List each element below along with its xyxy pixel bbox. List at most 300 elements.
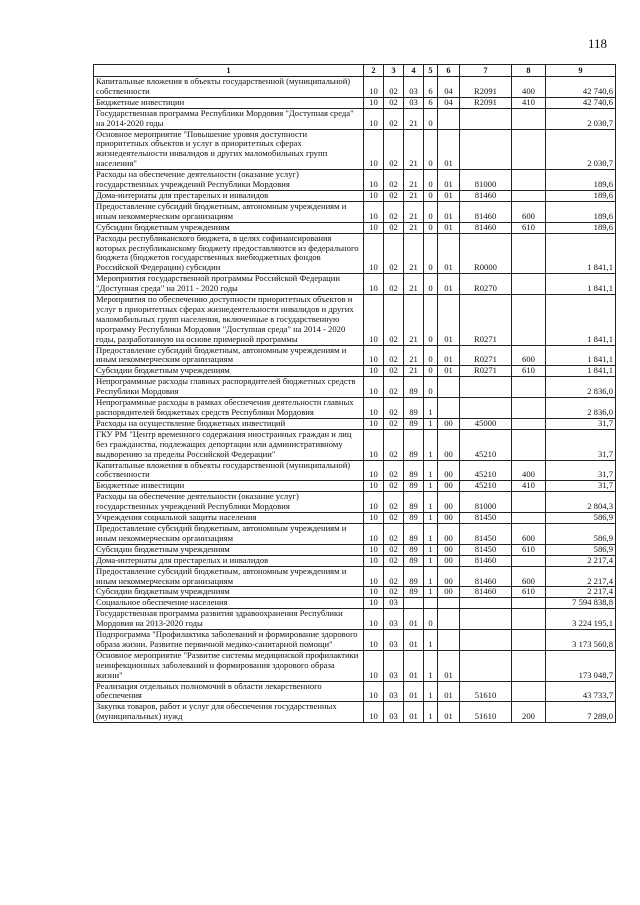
code-measure-cell: 00 [438, 544, 460, 555]
code-program-cell: 89 [404, 418, 424, 429]
code-subsection-cell: 02 [384, 233, 404, 274]
code-direction-cell: 81460 [460, 222, 512, 233]
code-subprogram-cell: 1 [424, 429, 438, 460]
table-row [94, 233, 616, 274]
code-direction-cell: 81460 [460, 566, 512, 587]
code-expense-type-cell: 600 [512, 566, 546, 587]
code-direction-cell [460, 377, 512, 398]
code-measure-cell: 00 [438, 429, 460, 460]
amount-cell: 2 217,4 [546, 555, 616, 566]
table-row [94, 129, 616, 170]
code-expense-type-cell [512, 295, 546, 346]
code-subprogram-cell: 0 [424, 274, 438, 295]
code-measure-cell: 01 [438, 366, 460, 377]
code-expense-type-cell: 410 [512, 97, 546, 108]
code-direction-cell: R0271 [460, 345, 512, 366]
header-row [94, 65, 616, 77]
code-subsection-cell: 03 [384, 681, 404, 702]
code-measure-cell: 01 [438, 190, 460, 201]
table-row [94, 377, 616, 398]
code-expense-type-cell: 200 [512, 702, 546, 723]
code-direction-cell [460, 398, 512, 419]
table-row [94, 201, 616, 222]
code-subprogram-cell: 0 [424, 377, 438, 398]
code-measure-cell [438, 630, 460, 651]
code-subsection-cell: 02 [384, 481, 404, 492]
amount-cell: 1 841,1 [546, 274, 616, 295]
code-measure-cell: 00 [438, 587, 460, 598]
table-row [94, 681, 616, 702]
code-program-cell: 21 [404, 366, 424, 377]
code-subsection-cell: 02 [384, 398, 404, 419]
code-subsection-cell: 02 [384, 201, 404, 222]
row-name-cell: Непрограммные расходы главных распорядителей бюджетных средств Республики Мордовия [94, 377, 364, 398]
code-direction-cell: 81450 [460, 544, 512, 555]
code-program-cell: 01 [404, 681, 424, 702]
code-subsection-cell: 03 [384, 702, 404, 723]
code-section-cell: 10 [364, 630, 384, 651]
code-subsection-cell: 03 [384, 598, 404, 609]
code-section-cell: 10 [364, 233, 384, 274]
code-subprogram-cell: 0 [424, 170, 438, 191]
table-row [94, 630, 616, 651]
code-subprogram-cell: 0 [424, 222, 438, 233]
row-name-cell: Реализация отдельных полномочий в области лекарственного обеспечения [94, 681, 364, 702]
code-program-cell: 01 [404, 609, 424, 630]
amount-cell: 2 030,7 [546, 129, 616, 170]
table-row [94, 587, 616, 598]
code-section-cell: 10 [364, 222, 384, 233]
code-section-cell: 10 [364, 274, 384, 295]
code-measure-cell: 00 [438, 418, 460, 429]
code-subsection-cell: 02 [384, 513, 404, 524]
table-row [94, 398, 616, 419]
code-direction-cell [460, 650, 512, 681]
row-name-cell: Капитальные вложения в объекты государственной (муниципальной) собственности [94, 460, 364, 481]
code-measure-cell: 01 [438, 233, 460, 274]
code-program-cell: 03 [404, 77, 424, 98]
table-row [94, 513, 616, 524]
table-body [94, 77, 616, 723]
code-expense-type-cell [512, 513, 546, 524]
code-direction-cell: 81460 [460, 190, 512, 201]
table-row [94, 170, 616, 191]
row-name-cell: Учреждения социальной защиты населения [94, 513, 364, 524]
row-name-cell: Мероприятия по обеспечению доступности приоритетных объектов и услуг в приоритетных сферах жизнедеятельности инвалидов и других маломобильных групп населения, включенные в государственную программу Республики Мордовия "Доступная среда" на 2014 - 2020 годы, разработанную на основе примерной программы [94, 295, 364, 346]
code-section-cell: 10 [364, 108, 384, 129]
code-program-cell: 89 [404, 523, 424, 544]
amount-cell: 189,6 [546, 201, 616, 222]
row-name-cell: Социальное обеспечение населения [94, 598, 364, 609]
amount-cell: 3 224 195,1 [546, 609, 616, 630]
code-measure-cell: 00 [438, 460, 460, 481]
code-program-cell: 21 [404, 129, 424, 170]
code-expense-type-cell [512, 129, 546, 170]
code-subprogram-cell: 6 [424, 97, 438, 108]
code-expense-type-cell [512, 170, 546, 191]
code-measure-cell: 01 [438, 222, 460, 233]
header-cell: 4 [404, 65, 424, 77]
table-row [94, 222, 616, 233]
code-program-cell: 89 [404, 398, 424, 419]
code-subsection-cell: 03 [384, 630, 404, 651]
header-cell: 5 [424, 65, 438, 77]
code-expense-type-cell: 610 [512, 222, 546, 233]
code-measure-cell [438, 108, 460, 129]
code-direction-cell [460, 598, 512, 609]
code-section-cell: 10 [364, 460, 384, 481]
row-name-cell: Предоставление субсидий бюджетным, автономным учреждениям и иным некоммерческим организациям [94, 566, 364, 587]
table-row [94, 544, 616, 555]
code-program-cell: 03 [404, 97, 424, 108]
page-number: 118 [588, 36, 608, 51]
code-expense-type-cell [512, 377, 546, 398]
code-measure-cell: 04 [438, 97, 460, 108]
code-subprogram-cell: 1 [424, 481, 438, 492]
code-program-cell: 89 [404, 429, 424, 460]
code-subprogram-cell: 1 [424, 398, 438, 419]
row-name-cell: Расходы республиканского бюджета, в целях софинансирования которых республиканскому бюджету предоставляются из федерального бюджета (бюджетов государственных внебюджетных фондов Российской Федерации) субсидии [94, 233, 364, 274]
row-name-cell: Субсидии бюджетным учреждениям [94, 544, 364, 555]
code-subprogram-cell: 1 [424, 460, 438, 481]
code-section-cell: 10 [364, 650, 384, 681]
amount-cell: 1 841,1 [546, 295, 616, 346]
row-name-cell: Предоставление субсидий бюджетным, автономным учреждениям и иным некоммерческим организациям [94, 201, 364, 222]
code-direction-cell: R0271 [460, 366, 512, 377]
row-name-cell: Субсидии бюджетным учреждениям [94, 222, 364, 233]
code-subprogram-cell: 1 [424, 702, 438, 723]
code-expense-type-cell [512, 398, 546, 419]
table-row [94, 598, 616, 609]
row-name-cell: Расходы на осуществление бюджетных инвестиций [94, 418, 364, 429]
code-subprogram-cell: 1 [424, 544, 438, 555]
code-section-cell: 10 [364, 129, 384, 170]
code-section-cell: 10 [364, 513, 384, 524]
amount-cell: 586,9 [546, 513, 616, 524]
code-expense-type-cell: 600 [512, 201, 546, 222]
header-cell: 3 [384, 65, 404, 77]
code-measure-cell: 01 [438, 345, 460, 366]
code-subsection-cell: 02 [384, 345, 404, 366]
row-name-cell: Бюджетные инвестиции [94, 481, 364, 492]
row-name-cell: Капитальные вложения в объекты государственной (муниципальной) собственности [94, 77, 364, 98]
code-program-cell: 89 [404, 555, 424, 566]
row-name-cell: Предоставление субсидий бюджетным, автономным учреждениям и иным некоммерческим организациям [94, 523, 364, 544]
code-subprogram-cell: 0 [424, 201, 438, 222]
code-expense-type-cell: 600 [512, 523, 546, 544]
code-expense-type-cell [512, 108, 546, 129]
code-subsection-cell: 02 [384, 377, 404, 398]
code-subsection-cell: 03 [384, 609, 404, 630]
code-subsection-cell: 02 [384, 587, 404, 598]
code-measure-cell: 01 [438, 170, 460, 191]
amount-cell: 7 289,0 [546, 702, 616, 723]
header-cell: 7 [460, 65, 512, 77]
row-name-cell: Основное мероприятие "Повышение уровня доступности приоритетных объектов и услуг в приоритетных сферах жизнедеятельности инвалидов и других маломобильных групп населения" [94, 129, 364, 170]
code-subprogram-cell: 0 [424, 609, 438, 630]
amount-cell: 2 804,3 [546, 492, 616, 513]
code-direction-cell: 51610 [460, 681, 512, 702]
code-expense-type-cell [512, 681, 546, 702]
code-program-cell: 89 [404, 513, 424, 524]
header-cell: 6 [438, 65, 460, 77]
amount-cell: 586,9 [546, 544, 616, 555]
table-row [94, 77, 616, 98]
code-measure-cell: 01 [438, 681, 460, 702]
amount-cell: 1 841,1 [546, 366, 616, 377]
code-direction-cell [460, 609, 512, 630]
code-subsection-cell: 02 [384, 366, 404, 377]
code-section-cell: 10 [364, 190, 384, 201]
code-direction-cell: 81460 [460, 555, 512, 566]
amount-cell: 42 740,6 [546, 77, 616, 98]
code-direction-cell: 81000 [460, 170, 512, 191]
code-expense-type-cell: 400 [512, 460, 546, 481]
code-subsection-cell: 02 [384, 555, 404, 566]
code-expense-type-cell: 610 [512, 587, 546, 598]
code-measure-cell: 00 [438, 492, 460, 513]
amount-cell: 2 836,0 [546, 377, 616, 398]
code-direction-cell: 51610 [460, 702, 512, 723]
code-measure-cell: 01 [438, 295, 460, 346]
code-expense-type-cell: 610 [512, 544, 546, 555]
table-row [94, 609, 616, 630]
table-row [94, 190, 616, 201]
code-program-cell: 21 [404, 108, 424, 129]
table-row [94, 523, 616, 544]
code-direction-cell: R2091 [460, 97, 512, 108]
code-expense-type-cell [512, 609, 546, 630]
code-section-cell: 10 [364, 492, 384, 513]
code-expense-type-cell: 600 [512, 345, 546, 366]
amount-cell: 189,6 [546, 190, 616, 201]
code-expense-type-cell [512, 233, 546, 274]
row-name-cell: Предоставление субсидий бюджетным, автономным учреждениям и иным некоммерческим организациям [94, 345, 364, 366]
code-direction-cell: 81460 [460, 587, 512, 598]
code-program-cell: 01 [404, 630, 424, 651]
code-direction-cell: 81450 [460, 513, 512, 524]
code-expense-type-cell [512, 190, 546, 201]
code-section-cell: 10 [364, 598, 384, 609]
code-subprogram-cell: 1 [424, 630, 438, 651]
amount-cell: 2 030,7 [546, 108, 616, 129]
code-subsection-cell: 02 [384, 274, 404, 295]
code-program-cell: 21 [404, 170, 424, 191]
code-subsection-cell: 02 [384, 566, 404, 587]
amount-cell: 189,6 [546, 170, 616, 191]
code-expense-type-cell [512, 598, 546, 609]
row-name-cell: Субсидии бюджетным учреждениям [94, 587, 364, 598]
row-name-cell: ГКУ РМ "Центр временного содержания иностранных граждан и лиц без гражданства, подлежащих депортации или административному выдворению за пределы Российской Федерации" [94, 429, 364, 460]
code-section-cell: 10 [364, 295, 384, 346]
table-row [94, 274, 616, 295]
code-section-cell: 10 [364, 170, 384, 191]
code-measure-cell [438, 598, 460, 609]
code-section-cell: 10 [364, 366, 384, 377]
code-program-cell: 21 [404, 295, 424, 346]
table-row [94, 108, 616, 129]
code-subprogram-cell: 0 [424, 108, 438, 129]
amount-cell: 31,7 [546, 481, 616, 492]
code-measure-cell: 00 [438, 513, 460, 524]
code-measure-cell [438, 398, 460, 419]
code-subsection-cell: 02 [384, 129, 404, 170]
header-cell: 9 [546, 65, 616, 77]
code-program-cell: 89 [404, 544, 424, 555]
code-program-cell: 89 [404, 492, 424, 513]
amount-cell: 173 048,7 [546, 650, 616, 681]
code-subsection-cell: 02 [384, 222, 404, 233]
code-subprogram-cell: 0 [424, 295, 438, 346]
row-name-cell: Подпрограмма "Профилактика заболеваний и формирование здорового образа жизни. Развитие первичной медико-санитарной помощи" [94, 630, 364, 651]
amount-cell: 2 217,4 [546, 566, 616, 587]
code-program-cell: 01 [404, 702, 424, 723]
code-subsection-cell: 02 [384, 523, 404, 544]
code-program-cell: 21 [404, 274, 424, 295]
code-section-cell: 10 [364, 681, 384, 702]
code-subsection-cell: 02 [384, 460, 404, 481]
code-direction-cell: 45210 [460, 429, 512, 460]
code-direction-cell: R0271 [460, 295, 512, 346]
code-expense-type-cell: 610 [512, 366, 546, 377]
code-direction-cell: 45210 [460, 460, 512, 481]
code-direction-cell [460, 630, 512, 651]
code-program-cell: 21 [404, 222, 424, 233]
header-cell: 1 [94, 65, 364, 77]
table-row [94, 492, 616, 513]
amount-cell: 42 740,6 [546, 97, 616, 108]
code-subprogram-cell: 1 [424, 492, 438, 513]
row-name-cell: Мероприятия государственной программы Российской Федерации "Доступная среда" на 2011 - 2020 годы [94, 274, 364, 295]
code-direction-cell: R0270 [460, 274, 512, 295]
code-section-cell: 10 [364, 97, 384, 108]
code-expense-type-cell [512, 630, 546, 651]
code-measure-cell: 00 [438, 523, 460, 544]
code-subsection-cell: 02 [384, 190, 404, 201]
code-expense-type-cell [512, 274, 546, 295]
code-subsection-cell: 03 [384, 650, 404, 681]
code-subsection-cell: 02 [384, 418, 404, 429]
code-program-cell: 89 [404, 377, 424, 398]
code-expense-type-cell: 410 [512, 481, 546, 492]
code-direction-cell: 81450 [460, 523, 512, 544]
code-direction-cell: 81460 [460, 201, 512, 222]
row-name-cell: Расходы на обеспечение деятельности (оказание услуг) государственных учреждений Республики Мордовия [94, 170, 364, 191]
code-subsection-cell: 02 [384, 77, 404, 98]
code-expense-type-cell [512, 418, 546, 429]
code-subprogram-cell: 0 [424, 233, 438, 274]
code-measure-cell [438, 377, 460, 398]
code-program-cell: 21 [404, 233, 424, 274]
table-row [94, 429, 616, 460]
row-name-cell: Субсидии бюджетным учреждениям [94, 366, 364, 377]
table-row [94, 481, 616, 492]
row-name-cell: Дома-интернаты для престарелых и инвалидов [94, 555, 364, 566]
table-row [94, 566, 616, 587]
code-direction-cell [460, 108, 512, 129]
code-program-cell: 21 [404, 345, 424, 366]
table-row [94, 345, 616, 366]
code-subsection-cell: 02 [384, 170, 404, 191]
row-name-cell: Бюджетные инвестиции [94, 97, 364, 108]
code-section-cell: 10 [364, 77, 384, 98]
code-expense-type-cell [512, 650, 546, 681]
code-section-cell: 10 [364, 345, 384, 366]
table-row [94, 366, 616, 377]
row-name-cell: Государственная программа развития здравоохранения Республики Мордовия на 2013-2020 годы [94, 609, 364, 630]
row-name-cell: Закупка товаров, работ и услуг для обеспечения государственных (муниципальных) нужд [94, 702, 364, 723]
code-measure-cell: 01 [438, 274, 460, 295]
code-subprogram-cell: 0 [424, 345, 438, 366]
code-program-cell: 89 [404, 460, 424, 481]
code-expense-type-cell [512, 429, 546, 460]
code-section-cell: 10 [364, 377, 384, 398]
table-row [94, 555, 616, 566]
amount-cell: 31,7 [546, 460, 616, 481]
code-section-cell: 10 [364, 609, 384, 630]
row-name-cell: Основное мероприятие "Развитие системы медицинской профилактики неинфекционных заболеваний и формирования здорового образа жизни" [94, 650, 364, 681]
code-section-cell: 10 [364, 544, 384, 555]
code-subprogram-cell: 1 [424, 650, 438, 681]
code-subprogram-cell: 0 [424, 129, 438, 170]
code-subprogram-cell: 1 [424, 566, 438, 587]
amount-cell: 31,7 [546, 418, 616, 429]
table-row [94, 702, 616, 723]
table-row [94, 97, 616, 108]
code-measure-cell: 01 [438, 702, 460, 723]
code-section-cell: 10 [364, 429, 384, 460]
header-cell: 2 [364, 65, 384, 77]
code-subprogram-cell: 0 [424, 366, 438, 377]
code-expense-type-cell [512, 555, 546, 566]
code-program-cell: 89 [404, 481, 424, 492]
row-name-cell: Непрограммные расходы в рамках обеспечения деятельности главных распорядителей бюджетных средств Республики Мордовия [94, 398, 364, 419]
amount-cell: 7 594 838,8 [546, 598, 616, 609]
row-name-cell: Государственная программа Республики Мордовия "Доступная среда" на 2014-2020 годы [94, 108, 364, 129]
code-direction-cell: 45000 [460, 418, 512, 429]
header-cell: 8 [512, 65, 546, 77]
code-section-cell: 10 [364, 201, 384, 222]
code-program-cell: 21 [404, 201, 424, 222]
code-program-cell: 01 [404, 650, 424, 681]
code-section-cell: 10 [364, 418, 384, 429]
code-direction-cell [460, 129, 512, 170]
code-section-cell: 10 [364, 398, 384, 419]
code-section-cell: 10 [364, 555, 384, 566]
code-measure-cell: 01 [438, 129, 460, 170]
code-measure-cell [438, 609, 460, 630]
table-row [94, 295, 616, 346]
row-name-cell: Дома-интернаты для престарелых и инвалидов [94, 190, 364, 201]
code-program-cell: 89 [404, 587, 424, 598]
amount-cell: 2 836,0 [546, 398, 616, 419]
code-subprogram-cell: 1 [424, 681, 438, 702]
code-section-cell: 10 [364, 702, 384, 723]
code-measure-cell: 01 [438, 201, 460, 222]
amount-cell: 1 841,1 [546, 345, 616, 366]
code-program-cell: 89 [404, 566, 424, 587]
code-subprogram-cell: 1 [424, 523, 438, 544]
code-subprogram-cell: 1 [424, 418, 438, 429]
amount-cell: 31,7 [546, 429, 616, 460]
amount-cell: 3 173 560,8 [546, 630, 616, 651]
code-subsection-cell: 02 [384, 429, 404, 460]
code-subsection-cell: 02 [384, 544, 404, 555]
code-program-cell [404, 598, 424, 609]
budget-table [93, 64, 616, 723]
code-subprogram-cell: 1 [424, 513, 438, 524]
code-measure-cell: 01 [438, 650, 460, 681]
